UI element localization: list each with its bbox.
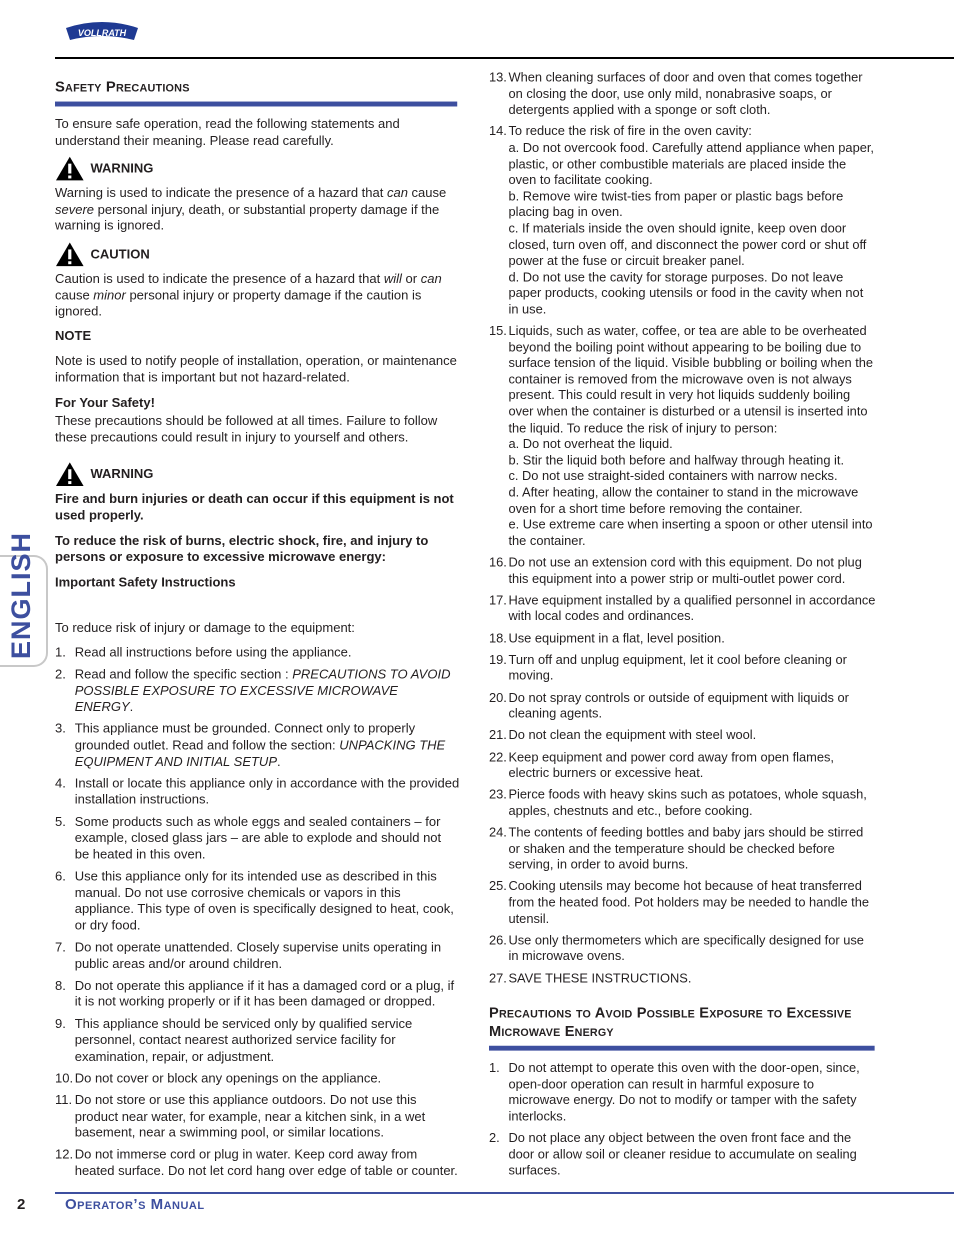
item-number: 16.: [489, 554, 507, 570]
item-text: Do not place any object between the oven front face and the door or allow soil or cleaner residue to accumulate on sealing surfaces.: [508, 1130, 857, 1178]
sub-item: c. If materials inside the oven should ignite, keep oven door closed, turn oven off, and disconnect the power cord or shut off power at the fuse or circuit breaker panel.: [508, 220, 867, 268]
note-description: Note is used to notify people of installation, operation, or maintenance information that is important but not hazard-related.: [55, 353, 457, 385]
list-item: [489, 593, 877, 625]
item-number: 6.: [55, 868, 66, 884]
list-item: [489, 825, 877, 873]
list-item: [55, 978, 459, 1011]
list-item: [489, 879, 877, 927]
sub-item: b. Stir the liquid both before and halfway through heating it.: [508, 452, 845, 468]
item-text: Do not clean the equipment with steel wool.: [508, 727, 757, 743]
right-column: [489, 70, 877, 1185]
item-number: 18.: [489, 630, 507, 646]
important-instructions-heading: Important Safety Instructions: [55, 574, 236, 590]
item-text: Some products such as whole eggs and sealed containers – for example, closed glass jars – are able to explode and should not be heated in this oven.: [74, 813, 442, 862]
item-number: 12.: [55, 1146, 74, 1162]
language-tab-label: ENGLISH: [6, 531, 36, 659]
list-item: [489, 749, 877, 781]
list-item: [489, 690, 877, 722]
list-item: [55, 1092, 459, 1141]
list-item: [489, 970, 877, 986]
item-number: 4.: [55, 775, 66, 791]
list-item: [55, 1071, 459, 1087]
item-text: SAVE THESE INSTRUCTIONS.: [508, 970, 692, 985]
sub-item: a. Do not overheat the liquid.: [508, 436, 673, 451]
item-number: 15.: [489, 323, 507, 338]
footer-rule: [55, 1192, 954, 1194]
caution-label: CAUTION: [55, 242, 459, 268]
warning-label-2: WARNING: [55, 462, 459, 488]
warning-triangle-icon: [55, 156, 85, 182]
item-number: 9.: [55, 1015, 66, 1031]
item-text: Use this appliance only for its intended use as described in this manual. Do not use corrosive chemicals or vapors in this appliance. This type of oven is specifically designed to heat, cook, or dry food.: [74, 868, 454, 933]
list-item: [55, 667, 459, 716]
item-number: 11.: [55, 1092, 73, 1108]
microwave-instruction-list: [489, 1061, 877, 1180]
item-text: To reduce the risk of fire in the oven cavity: a. Do not overcook food. Carefully attend appliance when paper, plastic, or other combustible materials are placed inside the oven to facilitate cooking. b. Remove wire twist-ties from paper or plastic bags before placing bag in oven. c. If materials inside the oven should ignite, keep oven door closed, turn oven off, and disconnect the power cord or shut off power at the fuse or circuit breaker panel. d. Do not use the cavity for storage purposes. Do not leave paper products, cooking utensils or food in the cavity when not in use.: [508, 124, 876, 318]
vollrath-logo: [64, 20, 140, 46]
note-label: NOTE: [55, 328, 92, 343]
item-text: Have equipment installed by a qualified personnel in accordance with local codes and ordinances.: [508, 592, 876, 624]
sub-item: a. Do not overcook food. Carefully attend appliance when paper, plastic, or other combustible materials are placed inside the oven to facilitate cooking.: [508, 140, 875, 188]
list-item: [55, 869, 459, 934]
section-title-safety: Safety Precautions: [55, 78, 190, 96]
logo-text: VOLLRATH: [77, 28, 127, 38]
left-column: [55, 70, 459, 1185]
list-item: [55, 1147, 459, 1180]
item-number: 13.: [489, 70, 507, 85]
item-text: When cleaning surfaces of door and oven that comes together on closing the door, use only mild, nonabrasive soaps, or detergents applied with a sponge or soft cloth.: [508, 70, 863, 117]
item-text: The contents of feeding bottles and baby jars should be stirred or shaken and the temperature should be checked before serving, in order to avoid burns.: [508, 824, 864, 872]
item-number: 7.: [55, 939, 66, 955]
list-item: [55, 814, 459, 863]
sub-item: d. After heating, allow the container to stand in the microwave oven for a short time before removing the container.: [508, 484, 859, 516]
item-text: This appliance should be serviced only by qualified service personnel, contact nearest authorized service facility for examination, repair, or adjustment.: [74, 1015, 413, 1064]
item-number: 23.: [489, 786, 507, 802]
footer-title: Operator’s Manual: [65, 1196, 205, 1213]
item-number: 22.: [489, 749, 507, 764]
item-number: 27.: [489, 970, 507, 985]
item-text: Do not spray controls or outside of equipment with liquids or cleaning agents.: [508, 689, 849, 721]
item-text: Install or locate this appliance only in accordance with the provided installation instructions.: [74, 775, 460, 807]
sub-item: c. Do not use straight-sided containers with narrow necks.: [508, 468, 838, 484]
right-instruction-list: [489, 70, 877, 987]
item-number: 21.: [489, 727, 507, 743]
item-number: 8.: [55, 977, 66, 993]
item-text: Pierce foods with heavy skins such as potatoes, whole squash, apples, chestnuts and etc., before cooking.: [508, 786, 867, 818]
item-text: This appliance must be grounded. Connect only to properly grounded outlet. Read and follow the section: UNPACKING THE EQUIPMENT AND INITIAL SETUP.: [74, 721, 446, 769]
item-number: 10.: [55, 1070, 74, 1086]
list-item: [489, 555, 877, 587]
safety-label: For Your Safety!: [55, 394, 155, 410]
warning-label: WARNING: [55, 156, 459, 182]
item-number: 1.: [489, 1060, 500, 1076]
item-number: 2.: [489, 1130, 500, 1146]
fire-warning-text: Fire and burn injuries or death can occur if this equipment is not used properly.: [55, 491, 454, 523]
header-rule: [55, 57, 954, 59]
item-text: Use only thermometers which are specifically designed for use in microwave ovens.: [508, 932, 864, 964]
sub-item: e. Use extreme care when inserting a spoon or other utensil into the container.: [508, 517, 873, 548]
item-text: Do not attempt to operate this oven with the door-open, since, open-door operation can result in harmful exposure to microwave energy. Do not to modify or tamper with the safety interlocks.: [508, 1060, 860, 1124]
list-item: [55, 776, 459, 809]
list-item: [489, 1131, 877, 1179]
item-number: 1.: [55, 644, 66, 660]
item-number: 3.: [55, 721, 66, 736]
item-number: 20.: [489, 689, 507, 705]
section-rule: [55, 102, 457, 107]
item-text: Do not cover or block any openings on the appliance.: [74, 1070, 382, 1086]
item-number: 14.: [489, 123, 507, 139]
warning-triangle-icon: [55, 242, 85, 268]
item-text: Do not immerse cord or plug in water. Keep cord away from heated surface. Do not let cord hang over edge of table or counter.: [74, 1146, 458, 1179]
item-number: 17.: [489, 592, 507, 608]
section-title-microwave: Precautions to Avoid Possible Exposure to Excessive Microwave Energy: [489, 1005, 852, 1041]
item-text: Do not operate this appliance if it has a damaged cord or a plug, if it is not working properly or if it has been damaged or dropped.: [74, 977, 455, 1009]
item-text: Do not store or use this appliance outdoors. Do not use this product near water, for example, near a kitchen sink, in a wet basement, near a swimming pool, or similar locations.: [74, 1092, 426, 1140]
safety-description: These precautions should be followed at all times. Failure to follow these precautions could result in injury to yourself and others.: [55, 413, 438, 445]
item-number: 5.: [55, 813, 66, 829]
item-number: 25.: [489, 878, 507, 894]
list-item: [489, 630, 877, 646]
page-number: 2: [17, 1196, 26, 1213]
item-text: Turn off and unplug equipment, let it cool before cleaning or moving.: [508, 652, 847, 683]
intro-text: To ensure safe operation, read the following statements and understand their meaning. Please read carefully.: [55, 116, 400, 148]
item-number: 2.: [55, 666, 66, 682]
item-text: Do not use an extension cord with this equipment. Do not plug this equipment into a power strip or multi-outlet power cord.: [508, 554, 862, 586]
list-item: [489, 933, 877, 965]
item-text: Read and follow the specific section : PRECAUTIONS TO AVOID POSSIBLE EXPOSURE TO EXCESSIVE MICROWAVE ENERGY.: [74, 666, 451, 715]
item-text: Do not operate unattended. Closely supervise units operating in public areas and/or around children.: [74, 939, 442, 971]
item-number: 26.: [489, 932, 507, 948]
list-item: [489, 787, 877, 819]
risk-intro: To reduce risk of injury or damage to the equipment:: [55, 620, 355, 636]
item-text: Cooking utensils may become hot because of heat transferred from the heated food. Pot holders may be needed to handle the utensil.: [508, 878, 870, 926]
section-rule: [489, 1046, 875, 1051]
list-item: [489, 728, 877, 744]
list-item: [55, 1016, 459, 1065]
list-item: [489, 1061, 877, 1126]
caution-description: Caution is used to indicate the presence of a hazard that will or can cause minor personal injury or property damage if the caution is ignored.: [55, 271, 442, 319]
sub-item: b. Remove wire twist-ties from paper or plastic bags before placing bag in oven.: [508, 188, 844, 220]
list-item: [55, 939, 459, 972]
list-item: [489, 323, 877, 549]
warning-triangle-icon: [55, 462, 85, 488]
item-text: Use equipment in a flat, level position.: [508, 630, 725, 646]
item-text: Liquids, such as water, coffee, or tea are able to be overheated beyond the boiling point without appearing to be boiling due to surface tension of the liquid. Visible bubbling or boiling when the container is removed from the microwave oven is not always present. This could result in very hot liquids suddenly boiling over when the container is disturbed or a utensil is inserted into the liquid. To reduce the risk of injury to person: a. Do not overheat the liquid. b. Stir the liquid both before and halfway through heating it. c. Do not use straight-sided containers with narrow necks. d. After heating, allow the container to stand in the microwave oven for a short time before removing the container. e. Use extreme care when inserting a spoon or other utensil into the container.: [508, 323, 876, 549]
list-item: [489, 124, 877, 318]
risk-heading: To reduce the risk of burns, electric shock, fire, and injury to persons or exposure to excessive microwave energy:: [55, 532, 429, 565]
item-number: 24.: [489, 824, 507, 840]
warning-description: Warning is used to indicate the presence of a hazard that can cause severe personal injury, death, or substantial property damage if the warning is ignored.: [55, 185, 447, 234]
item-number: 19.: [489, 652, 507, 667]
list-item: [489, 652, 877, 684]
item-text: Read all instructions before using the appliance.: [74, 644, 352, 660]
list-item: [55, 645, 459, 661]
sub-item: d. Do not use the cavity for storage purposes. Do not leave paper products, cooking utensils or food in the cavity when not in use.: [508, 269, 864, 317]
item-text: Keep equipment and power cord away from open flames, electric burners or excessive heat.: [508, 749, 834, 780]
list-item: [55, 721, 459, 770]
left-instruction-list: [55, 645, 459, 1180]
list-item: [489, 70, 877, 118]
